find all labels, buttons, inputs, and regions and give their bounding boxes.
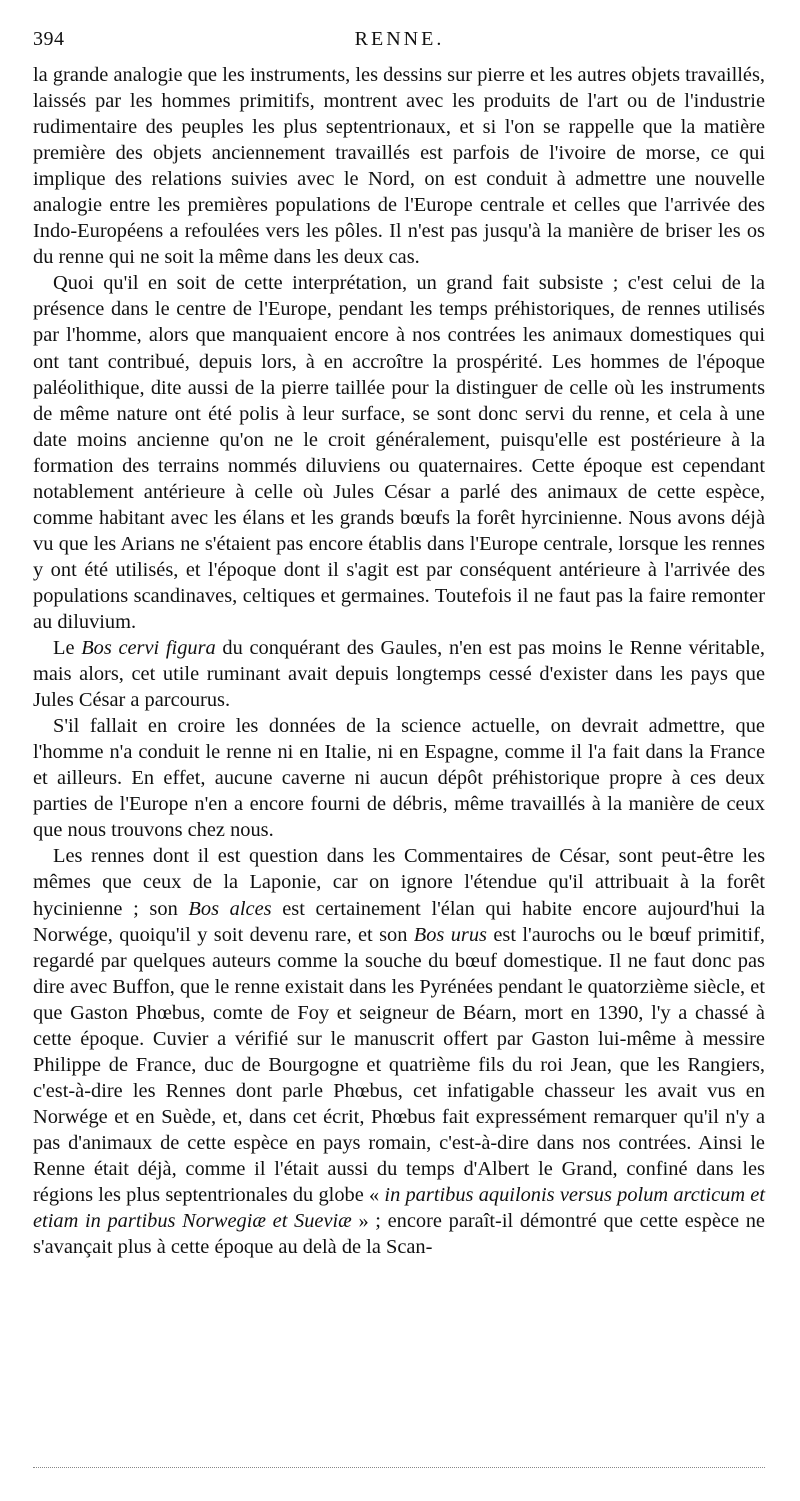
running-head (33, 28, 766, 54)
paragraph-5 (33, 843, 765, 1260)
paragraph-2 (33, 270, 765, 635)
paragraph-text: » ; encore paraît-il démontré que cette espèce ne s'avançait plus à cette époque au delà de la Scan- (33, 1210, 765, 1259)
latin-quote: in partibus aquilonis versus polum arcticum et etiam in partibus Norwegiæ et Sueviæ (33, 1184, 765, 1233)
latin-term: Bos urus (413, 923, 487, 946)
paragraph-3 (33, 635, 765, 713)
paragraph-1 (33, 62, 765, 270)
paragraph-4 (33, 713, 765, 843)
paragraph-text: Quoi qu'il en soit de cette interprétation, un grand fait subsiste ; c'est celui de la présence dans le centre de l'Europe, pendant les temps préhistoriques, de rennes utilisés par l'homme, alors que manquaient encore à nos contrées les animaux domestiques qui ont tant contribué, depuis lors, à en accroître la prospérité. Les hommes de l'époque paléolithique, dite aussi de la pierre taillée pour la distinguer de celle où les instruments de même nature ont été polis à leur surface, se sont donc servi du renne, et cela à une date moins ancienne qu'on ne le croit généralement, puisqu'elle est postérieure à la formation des terrains nommés diluviens ou quaternaires. Cette époque est cependant notablement antérieure à celle où Jules César a parlé des animaux de cette espèce, comme habitant avec les élans et les grands bœufs la forêt hyrcinienne. Nous avons déjà vu que les Arians ne s'étaient pas encore établis dans l'Europe centrale, lorsque les rennes y ont été utilisés, et l'époque dont il s'agit est par conséquent antérieure à l'arrivée des populations scandinaves, celtiques et germaines. Toutefois il ne faut pas la faire remonter au diluvium. (33, 272, 765, 633)
latin-term: Bos cervi figura (81, 637, 216, 660)
paragraph-text: est l'aurochs ou le bœuf primitif, regardé par quelques auteurs comme la souche du bœuf domestique. Il ne faut donc pas dire avec Buffon, que le renne existait dans les Pyrénées pendant le quatorzième siècle, et que Gaston Phœbus, comte de Foy et seigneur de Béarn, mort en 1390, l'y a chassé à cette époque. Cuvier a vérifié sur le manuscrit offert par Gaston lui-même à messire Philippe de France, duc de Bourgogne et quatrième fils du roi Jean, que les Rangiers, c'est-à-dire les Rennes dont parle Phœbus, cet infatigable chasseur les avait vus en Norwége et en Suède, et, dans cet écrit, Phœbus fait expressément remarquer qu'il n'y a pas d'animaux de cette espèce en pays romain, c'est-à-dire dans nos contrées. Ainsi le Renne était déjà, comme il l'était aussi du temps d'Albert le Grand, confiné dans les régions les plus septentrionales du globe « (33, 923, 765, 1207)
page-heading: RENNE. (354, 28, 445, 50)
latin-term: Bos alces (188, 897, 272, 920)
body-text (33, 62, 765, 1260)
paragraph-text: la grande analogie que les instruments, les dessins sur pierre et les autres objets travaillés, laissés par les hommes primitifs, montrent avec les produits de l'art ou de l'industrie rudimentaire des peuples les plus septentrionaux, et si l'on se rappelle que la matière première des objets anciennement travaillés est parfois de l'ivoire de morse, ce qui implique des relations suivies avec le Nord, on est conduit à admettre une nouvelle analogie entre les premières populations de l'Europe centrale et celles que l'arrivée des Indo-Européens a refoulées vers les pôles. Il n'est pas jusqu'à la manière de briser les os du renne qui ne soit la même dans les deux cas. (33, 64, 765, 269)
paragraph-text: est certainement l'élan qui habite encore aujourd'hui la Norwége, quoiqu'il y soit devenu rare, et son (33, 897, 765, 946)
paragraph-text: Les rennes dont il est question dans les Commentaires de César, sont peut-être les mêmes que ceux de la Laponie, car on ignore l'étendue qu'il attribuait à la forêt hycinienne ; son (33, 845, 765, 920)
page-number: 394 (33, 28, 65, 50)
paragraph-text: du conquérant des Gaules, n'en est pas moins le Renne véritable, mais alors, cet utile ruminant avait depuis longtemps cessé d'exister dans les pays que Jules César a parcourus. (33, 637, 765, 712)
paragraph-text: S'il fallait en croire les données de la science actuelle, on devrait admettre, que l'homme n'a conduit le renne ni en Italie, ni en Espagne, comme il l'a fait dans la France et ailleurs. En effet, aucune caverne ni aucun dépôt préhistorique propre à ces deux parties de l'Europe n'en a encore fourni de débris, même travaillés à la manière de ceux que nous trouvons chez nous. (33, 715, 765, 842)
footer-dotted-rule (33, 1467, 765, 1468)
paragraph-text: Le (53, 637, 82, 660)
